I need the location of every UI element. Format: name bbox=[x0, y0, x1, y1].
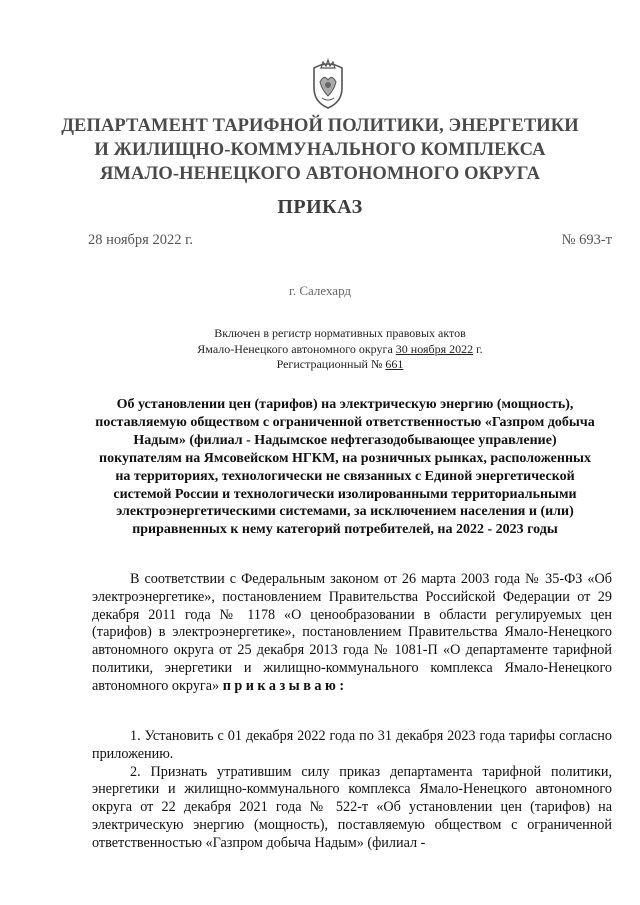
preamble-text: В соответствии с Федеральным законом от 26 марта 2003 года № 35-ФЗ «Об электроэнергетике», постановлением Правительства Российской Федерации от 29 декабря 2011 года № 1178 «О ценообразовании в области регулируемых цен (тарифов) в электроэнергетике», постановлением Правительства Ямало-Ненецкого автономного округа от 25 декабря 2013 года № 1081-П «О департаменте тарифной политики, энергетики и жилищно-коммунального комплекса Ямало-Ненецкого автономного округа» bbox=[92, 571, 612, 694]
city: г. Салехард bbox=[288, 283, 352, 298]
registry-line-3 bbox=[175, 357, 505, 373]
coat-of-arms-emblem bbox=[308, 58, 348, 110]
registry-number-label: Регистрационный № bbox=[276, 357, 386, 371]
order-number: № 693-т bbox=[561, 232, 612, 248]
department-line-3: ЯМАЛО-НЕНЕЦКОГО АВТОНОМНОГО ОКРУГА bbox=[99, 164, 541, 184]
prikazyvayu: приказываю: bbox=[222, 677, 348, 694]
registry-line-1: Включен в регистр нормативных правовых актов bbox=[214, 326, 466, 340]
registry-number: 661 bbox=[385, 357, 404, 371]
order-subject: Об установлении цен (тарифов) на электрическую энергию (мощность), поставляемую обществом с ограниченной ответственностью «Газпром добыча Надым» (филиал - Надымское нефтегазодобывающее управление) покупателям на Ямсовейском НГКМ, на розничных рынках, расположенных на территориях, технологически не связанных с Единой энергетической системой России и технологически изолированными территориальными электроэнергетическими системами, за исключением населения и (или) приравненных к нему категорий потребителей, на 2022 - 2023 годы bbox=[95, 397, 595, 538]
registry-year-suffix: г. bbox=[473, 341, 483, 356]
preamble bbox=[92, 571, 612, 696]
department-line-1: ДЕПАРТАМЕНТ ТАРИФНОЙ ПОЛИТИКИ, ЭНЕРГЕТИКИ bbox=[61, 116, 579, 136]
order-item-1: 1. Установить с 01 декабря 2022 года по 31 декабря 2023 года тарифы согласно приложению. bbox=[92, 728, 612, 762]
registry-line-2 bbox=[175, 342, 505, 358]
department-name bbox=[0, 114, 640, 186]
order-date: 28 ноября 2022 г. bbox=[88, 232, 194, 248]
department-line-2: И ЖИЛИЩНО-КОММУНАЛЬНОГО КОМПЛЕКСА bbox=[94, 140, 546, 160]
registry-date: 30 ноября 2022 bbox=[395, 341, 474, 356]
order-item-2: 2. Признать утратившим силу приказ департамента тарифной политики, энергетики и жилищно-коммунального комплекса Ямало-Ненецкого автономного округа от 22 декабря 2021 года № 522-т «Об установлении цен (тарифов) на электрическую энергию (мощность), поставляемую обществом с ограниченной ответственностью «Газпром добыча Надым» (филиал - bbox=[92, 763, 612, 851]
order-items bbox=[92, 728, 612, 853]
registry-stamp bbox=[175, 326, 505, 373]
document-type: ПРИКАЗ bbox=[277, 196, 363, 218]
registry-region: Ямало-Ненецкого автономного округа bbox=[197, 341, 396, 356]
